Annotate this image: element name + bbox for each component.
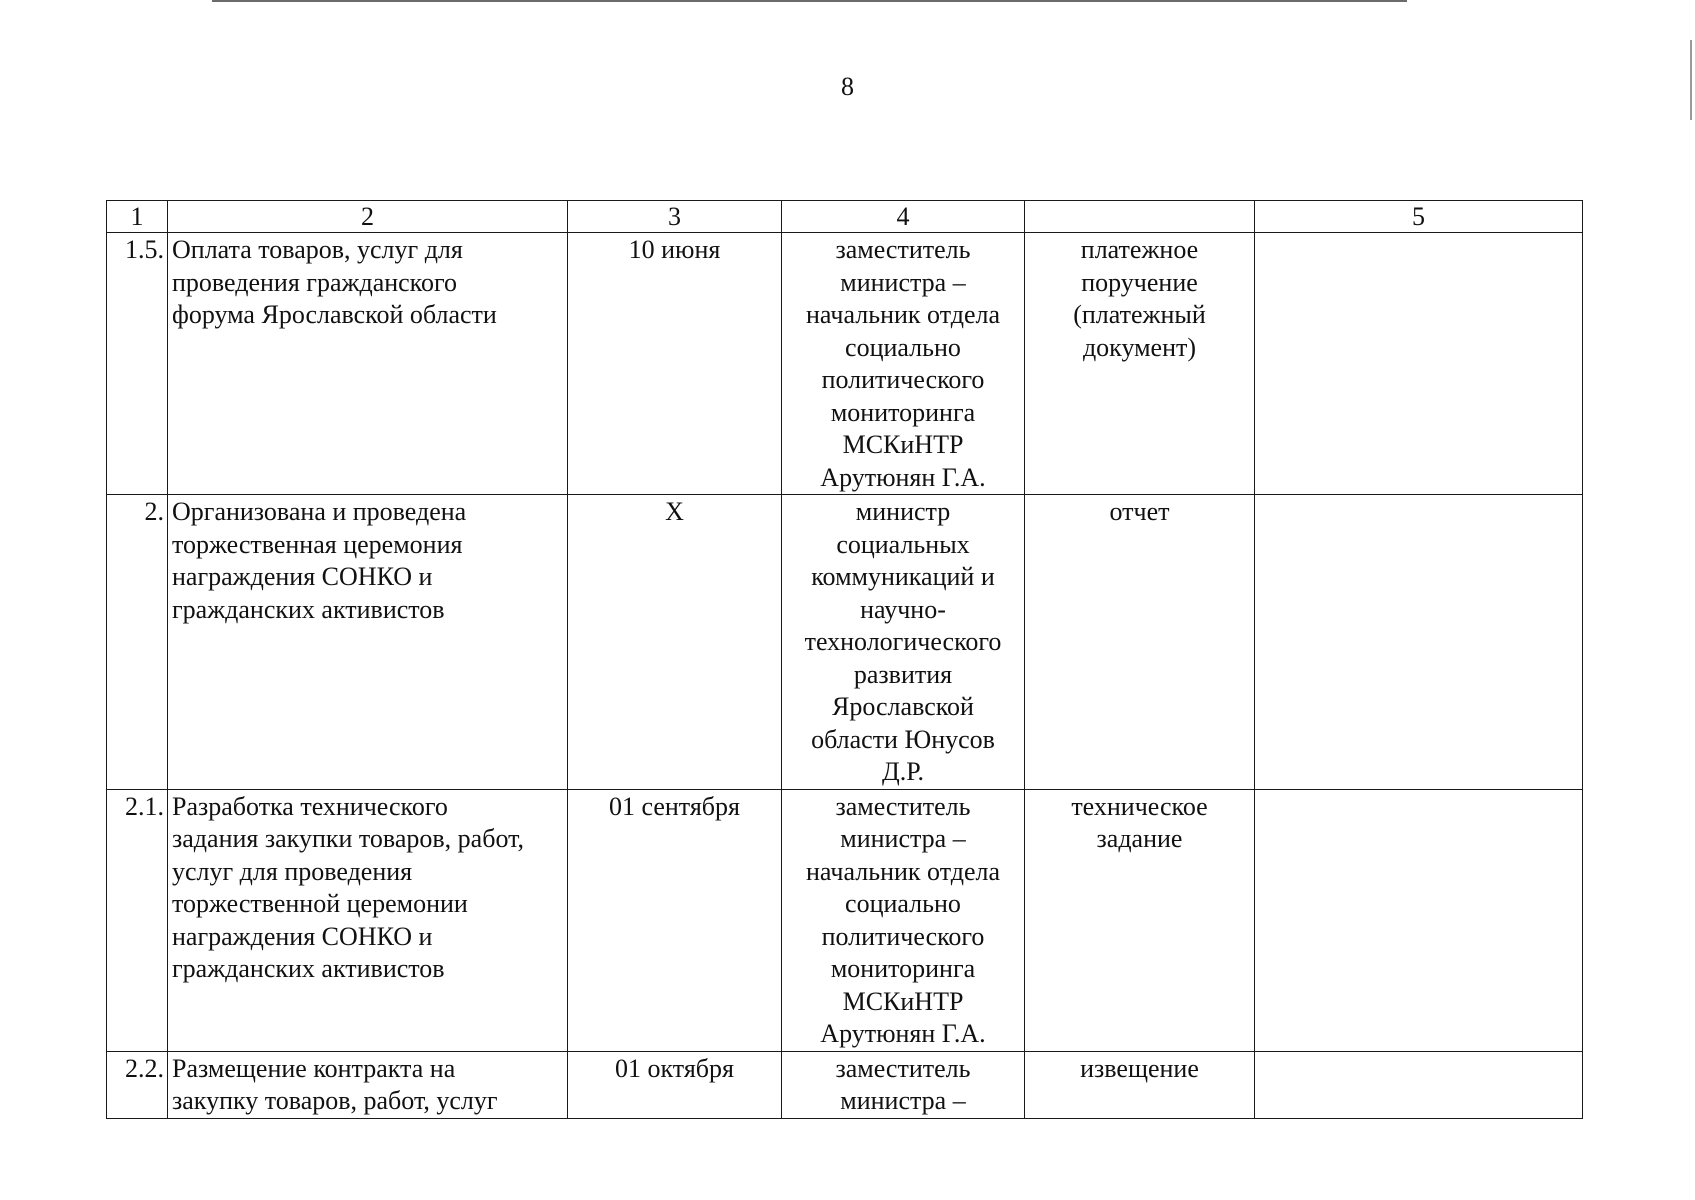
header-col-4: 4	[782, 201, 1025, 233]
result-document: техническое задание	[1025, 789, 1255, 1051]
result-document: отчет	[1025, 495, 1255, 790]
header-col-1: 1	[107, 201, 168, 233]
deadline: 10 июня	[568, 233, 782, 495]
row-number: 1.5.	[107, 233, 168, 495]
page-number: 8	[841, 72, 854, 101]
top-scan-edge-line	[212, 0, 1407, 2]
row-number: 2.1.	[107, 789, 168, 1051]
table-row	[107, 495, 1583, 790]
table-row	[107, 233, 1583, 495]
responsible-person: министр социальных коммуникаций и научно- технологического развития Ярославской области Юнусов Д.Р.	[782, 495, 1025, 790]
deadline: 01 сентября	[568, 789, 782, 1051]
responsible-person: заместитель министра – начальник отдела социально политического мониторинга МСКиНТР Арутюнян Г.А.	[782, 789, 1025, 1051]
task-description: Разработка технического задания закупки товаров, работ, услуг для проведения торжественной церемонии награждения СОНКО и гражданских активистов	[168, 789, 568, 1051]
header-col-3: 3	[568, 201, 782, 233]
note-cell	[1255, 789, 1583, 1051]
responsible-person: заместитель министра –	[782, 1051, 1025, 1118]
row-number: 2.2.	[107, 1051, 168, 1118]
task-description: Оплата товаров, услуг для проведения гражданского форума Ярославской области	[168, 233, 568, 495]
header-col-unnumbered	[1025, 201, 1255, 233]
row-number: 2.	[107, 495, 168, 790]
responsible-person: заместитель министра – начальник отдела социально политического мониторинга МСКиНТР Арутюнян Г.А.	[782, 233, 1025, 495]
table-row	[107, 789, 1583, 1051]
result-document: платежное поручение (платежный документ)	[1025, 233, 1255, 495]
header-col-5: 5	[1255, 201, 1583, 233]
table-row	[107, 1051, 1583, 1118]
task-description: Размещение контракта на закупку товаров, работ, услуг	[168, 1051, 568, 1118]
note-cell	[1255, 1051, 1583, 1118]
note-cell	[1255, 233, 1583, 495]
task-description: Организована и проведена торжественная церемония награждения СОНКО и гражданских активистов	[168, 495, 568, 790]
table-header-row	[107, 201, 1583, 233]
deadline: X	[568, 495, 782, 790]
header-col-2: 2	[168, 201, 568, 233]
deadline: 01 октября	[568, 1051, 782, 1118]
result-document: извещение	[1025, 1051, 1255, 1118]
note-cell	[1255, 495, 1583, 790]
plan-table	[106, 200, 1583, 1119]
